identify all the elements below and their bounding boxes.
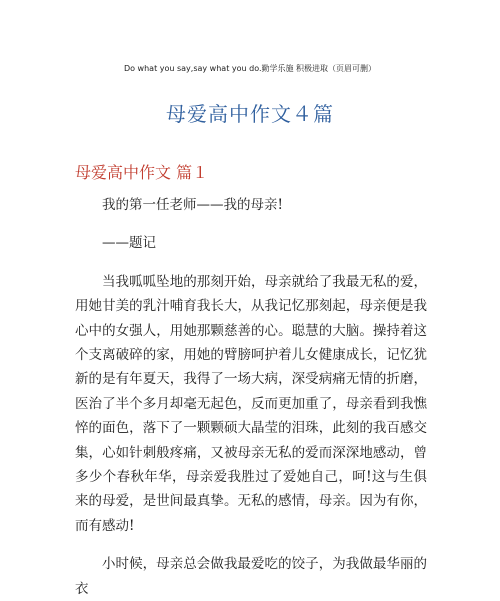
document-title: 母爱高中作文４篇 bbox=[166, 102, 334, 126]
section-title: 母爱高中作文 篇１ bbox=[75, 163, 209, 182]
document-body bbox=[75, 193, 427, 601]
page-header: Do what you say,say what you do.勤学乐施 积极进取（页眉可删） bbox=[123, 64, 377, 73]
paragraph-1: 我的第一任老师——我的母亲! bbox=[102, 197, 283, 213]
paragraph-4: 小时候，母亲总会做我最爱吃的饺子，为我做最华丽的衣 bbox=[75, 556, 427, 597]
paragraph-3: 当我呱呱坠地的那刻开始，母亲就给了我最无私的爱，用她甘美的乳汁哺育我长大，从我记忆那刻起，母亲便是我心中的女强人，用她那颗慈善的心。聪慧的大脑。操持着这个支离破碎的家，用她的臂膀呵护着儿女健康成长，记忆犹新的是有年夏天，我得了一场大病，深受病痛无情的折磨，医治了半个多月却毫无起色，反而更加重了，母亲看到我憔悴的面色，落下了一颗颗硕大晶莹的泪珠，此刻的我百感交集，心如针刺般疼痛，又被母亲无私的爱而深深地感动，曾多少个春秋年华，母亲爱我胜过了爱她自己，呵!这与生俱来的母爱，是世间最真挚。无私的感情，母亲。因为有你，而有感动! bbox=[75, 273, 427, 534]
paragraph-2: ——题记 bbox=[102, 235, 156, 252]
